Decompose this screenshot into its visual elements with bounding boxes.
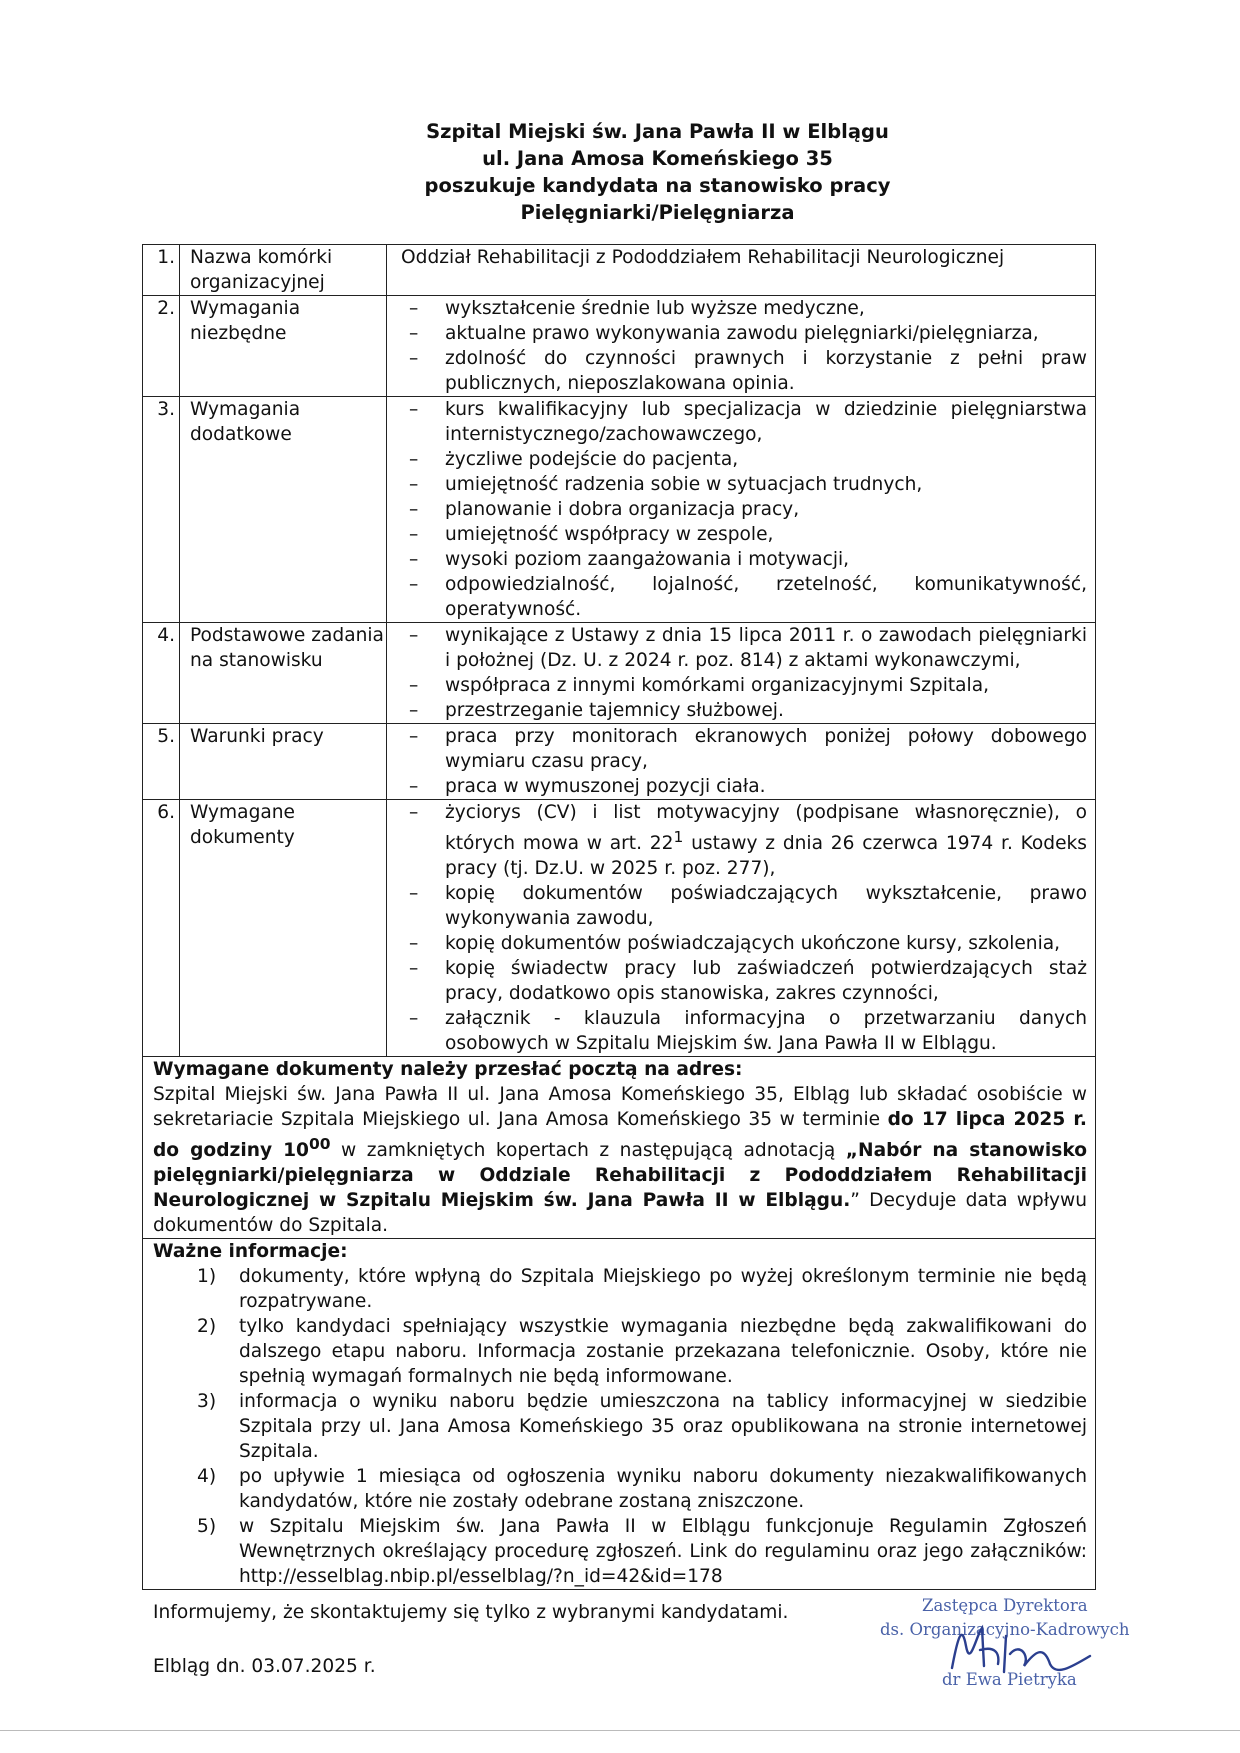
position-title: Pielęgniarki/Pielęgniarza [520, 201, 795, 224]
item-number: 2) [197, 1316, 217, 1338]
table-row [143, 623, 1096, 724]
row-label: Wymagania niezbędne [180, 296, 387, 397]
regulations-link[interactable]: http://esselblag.nbip.pl/esselblag/?n_id=42&id=178 [239, 1566, 723, 1588]
row-label: Warunki pracy [180, 724, 387, 800]
list-item: – załącznik - klauzula informacyjna o przetwarzaniu danych osobowych w Szpitalu Miejskim św. Jana Pawła II w Elblągu. [401, 1006, 1087, 1056]
list-item [153, 1389, 1087, 1464]
list-item: – zdolność do czynności prawnych i korzystanie z pełni praw publicznych, nieposzlakowana opinia. [401, 346, 1087, 396]
list-item [153, 1314, 1087, 1389]
hospital-address: ul. Jana Amosa Komeńskiego 35 [482, 147, 833, 170]
page-bottom-rule [0, 1730, 1240, 1731]
table-row [143, 724, 1096, 800]
signature-stamp [860, 1596, 1150, 1706]
conditions-list-cell [387, 724, 1096, 800]
list-item: – praca przy monitorach ekranowych poniżej połowy dobowego wymiaru czasu pracy, [401, 724, 1087, 774]
envelope-annotation: „Nabór na stanowisko pielęgniarki/pielęgniarza w Oddziale Rehabilitacji z Pododdziałem Rehabilitacji Neurologicznej w Szpitalu Miejskim św. Jana Pawła II w Elblągu. [153, 1140, 1088, 1212]
important-list [153, 1264, 1087, 1589]
list-item: – kopię dokumentów poświadczających ukończone kursy, szkolenia, [401, 931, 1087, 956]
required-list-cell [387, 296, 1096, 397]
row-label: Nazwa komórki organizacyjnej [180, 245, 387, 296]
list-item: – życzliwe podejście do pacjenta, [401, 447, 1087, 472]
item-text: informacja o wyniku naboru będzie umieszczona na tablicy informacyjnej w siedzibie Szpitala przy ul. Jana Amosa Komeńskiego 35 oraz opublikowana na stronie internetowej Szpitala. [239, 1391, 1087, 1463]
list-item: – kopię dokumentów poświadczających wykształcenie, prawo wykonywania zawodu, [401, 881, 1087, 931]
row-number: 3. [143, 397, 180, 623]
list-item [153, 1514, 1087, 1589]
list-item [153, 1264, 1087, 1314]
list-item: – kopię świadectw pracy lub zaświadczeń potwierdzających staż pracy, dodatkowo opis stanowiska, zakres czynności, [401, 956, 1087, 1006]
document-header [0, 118, 1240, 226]
important-heading: Ważne informacje: [153, 1241, 348, 1263]
conditions-list [401, 724, 1087, 799]
deadline-minutes: 00 [308, 1135, 331, 1154]
list-item: – współpraca z innymi komórkami organizacyjnymi Szpitala, [401, 673, 1087, 698]
table-row [143, 245, 1096, 296]
list-item [153, 1464, 1087, 1514]
row-number: 1. [143, 245, 180, 296]
stamp-department: ds. Organizacyjno-Kadrowych [880, 1620, 1130, 1639]
job-offer-table [142, 244, 1096, 1590]
item-number: 5) [197, 1516, 217, 1538]
important-info-row [143, 1239, 1096, 1590]
submission-address: Szpital Miejski św. Jana Pawła II ul. Jana Amosa Komeńskiego 35, Elbląg lub składać osobiście w sekretariacie Szpitala Miejskiego ul. Jana Amosa Komeńskiego 35 w terminie [153, 1084, 1087, 1131]
hospital-name: Szpital Miejski św. Jana Pawła II w Elblągu [426, 120, 889, 143]
additional-list [401, 397, 1087, 622]
item-text: po upływie 1 miesiąca od ogłoszenia wyniku naboru dokumenty niezakwalifikowanych kandydatów, które nie zostały odebrane zostaną zniszczone. [239, 1466, 1087, 1513]
row-label: Podstawowe zadania na stanowisku [180, 623, 387, 724]
duties-list-cell [387, 623, 1096, 724]
submission-cell [143, 1057, 1096, 1239]
row-number: 2. [143, 296, 180, 397]
additional-list-cell [387, 397, 1096, 623]
submission-text [153, 1082, 1087, 1238]
contact-note: Informujemy, że skontaktujemy się tylko z wybranymi kandydatami. [153, 1602, 789, 1623]
list-item: – umiejętność współpracy w zespole, [401, 522, 1087, 547]
duties-list [401, 623, 1087, 723]
list-item: – odpowiedzialność, lojalność, rzetelność, komunikatywność, operatywność. [401, 572, 1087, 622]
list-item: – kurs kwalifikacyjny lub specjalizacja w dziedzinie pielęgniarstwa internistycznego/zachowawczego, [401, 397, 1087, 447]
article-superscript: 1 [673, 828, 684, 846]
documents-list [401, 800, 1087, 1056]
unit-name: Oddział Rehabilitacji z Pododdziałem Rehabilitacji Neurologicznej [387, 245, 1096, 296]
row-number: 6. [143, 800, 180, 1057]
list-item: – wykształcenie średnie lub wyższe medyczne, [401, 296, 1087, 321]
table-row [143, 800, 1096, 1057]
item-number: 3) [197, 1391, 217, 1413]
item-text: w Szpitalu Miejskim św. Jana Pawła II w Elblągu funkcjonuje Regulamin Zgłoszeń Wewnętrznych określający procedurę zgłoszeń. Link do regulaminu oraz jego załączników: [239, 1516, 1087, 1563]
required-list [401, 296, 1087, 396]
row-number: 5. [143, 724, 180, 800]
list-item: – wysoki poziom zaangażowania i motywacji, [401, 547, 1087, 572]
list-item: – planowanie i dobra organizacja pracy, [401, 497, 1087, 522]
list-item: – przestrzeganie tajemnicy służbowej. [401, 698, 1087, 723]
list-item: – wynikające z Ustawy z dnia 15 lipca 2011 r. o zawodach pielęgniarki i położnej (Dz. U. z 2024 r. poz. 814) z aktami wykonawczymi, [401, 623, 1087, 673]
place-date: Elbląg dn. 03.07.2025 r. [153, 1656, 376, 1677]
stamp-name: dr Ewa Pietryka [942, 1670, 1077, 1689]
documents-list-cell [387, 800, 1096, 1057]
cv-item-text: życiorys (CV) i list motywacyjny (podpisane własnoręcznie), o których mowa w art. 22 [445, 802, 1087, 855]
table-row [143, 397, 1096, 623]
table-row [143, 296, 1096, 397]
row-label: Wymagania dodatkowe [180, 397, 387, 623]
deadline-date: do 17 lipca 2025 r. do godziny 10 [153, 1109, 1087, 1162]
list-item: – umiejętność radzenia sobie w sytuacjach trudnych, [401, 472, 1087, 497]
list-item: – aktualne prawo wykonywania zawodu pielęgniarki/pielęgniarza, [401, 321, 1087, 346]
row-label: Wymagane dokumenty [180, 800, 387, 1057]
item-number: 4) [197, 1466, 217, 1488]
list-item: – praca w wymuszonej pozycji ciała. [401, 774, 1087, 799]
important-info-cell [143, 1239, 1096, 1590]
row-number: 4. [143, 623, 180, 724]
receipt-note: ” Decyduje data wpływu dokumentów do Szpitala. [153, 1190, 1087, 1237]
envelope-note: w zamkniętych kopertach z następującą adnotacją [330, 1140, 846, 1162]
list-item [401, 800, 1087, 881]
item-number: 1) [197, 1266, 217, 1288]
cv-item-text-end: ustawy z dnia 26 czerwca 1974 r. Kodeks pracy (tj. Dz.U. w 2025 r. poz. 277), [445, 833, 1087, 880]
item-text: dokumenty, które wpłyną do Szpitala Miejskiego po wyżej określonym terminie nie będą rozpatrywane. [239, 1266, 1087, 1313]
submission-row [143, 1057, 1096, 1239]
recruitment-intro: poszukuje kandydata na stanowisko pracy [424, 174, 891, 197]
submission-heading: Wymagane dokumenty należy przesłać pocztą na adres: [153, 1059, 743, 1081]
handwritten-signature [940, 1606, 1130, 1696]
item-text: tylko kandydaci spełniający wszystkie wymagania niezbędne będą zakwalifikowani do dalszego etapu naboru. Informacja zostanie przekazana telefonicznie. Osoby, które nie spełnią wymagań formalnych nie będą informowane. [239, 1316, 1087, 1388]
stamp-title: Zastępca Dyrektora [922, 1596, 1088, 1615]
